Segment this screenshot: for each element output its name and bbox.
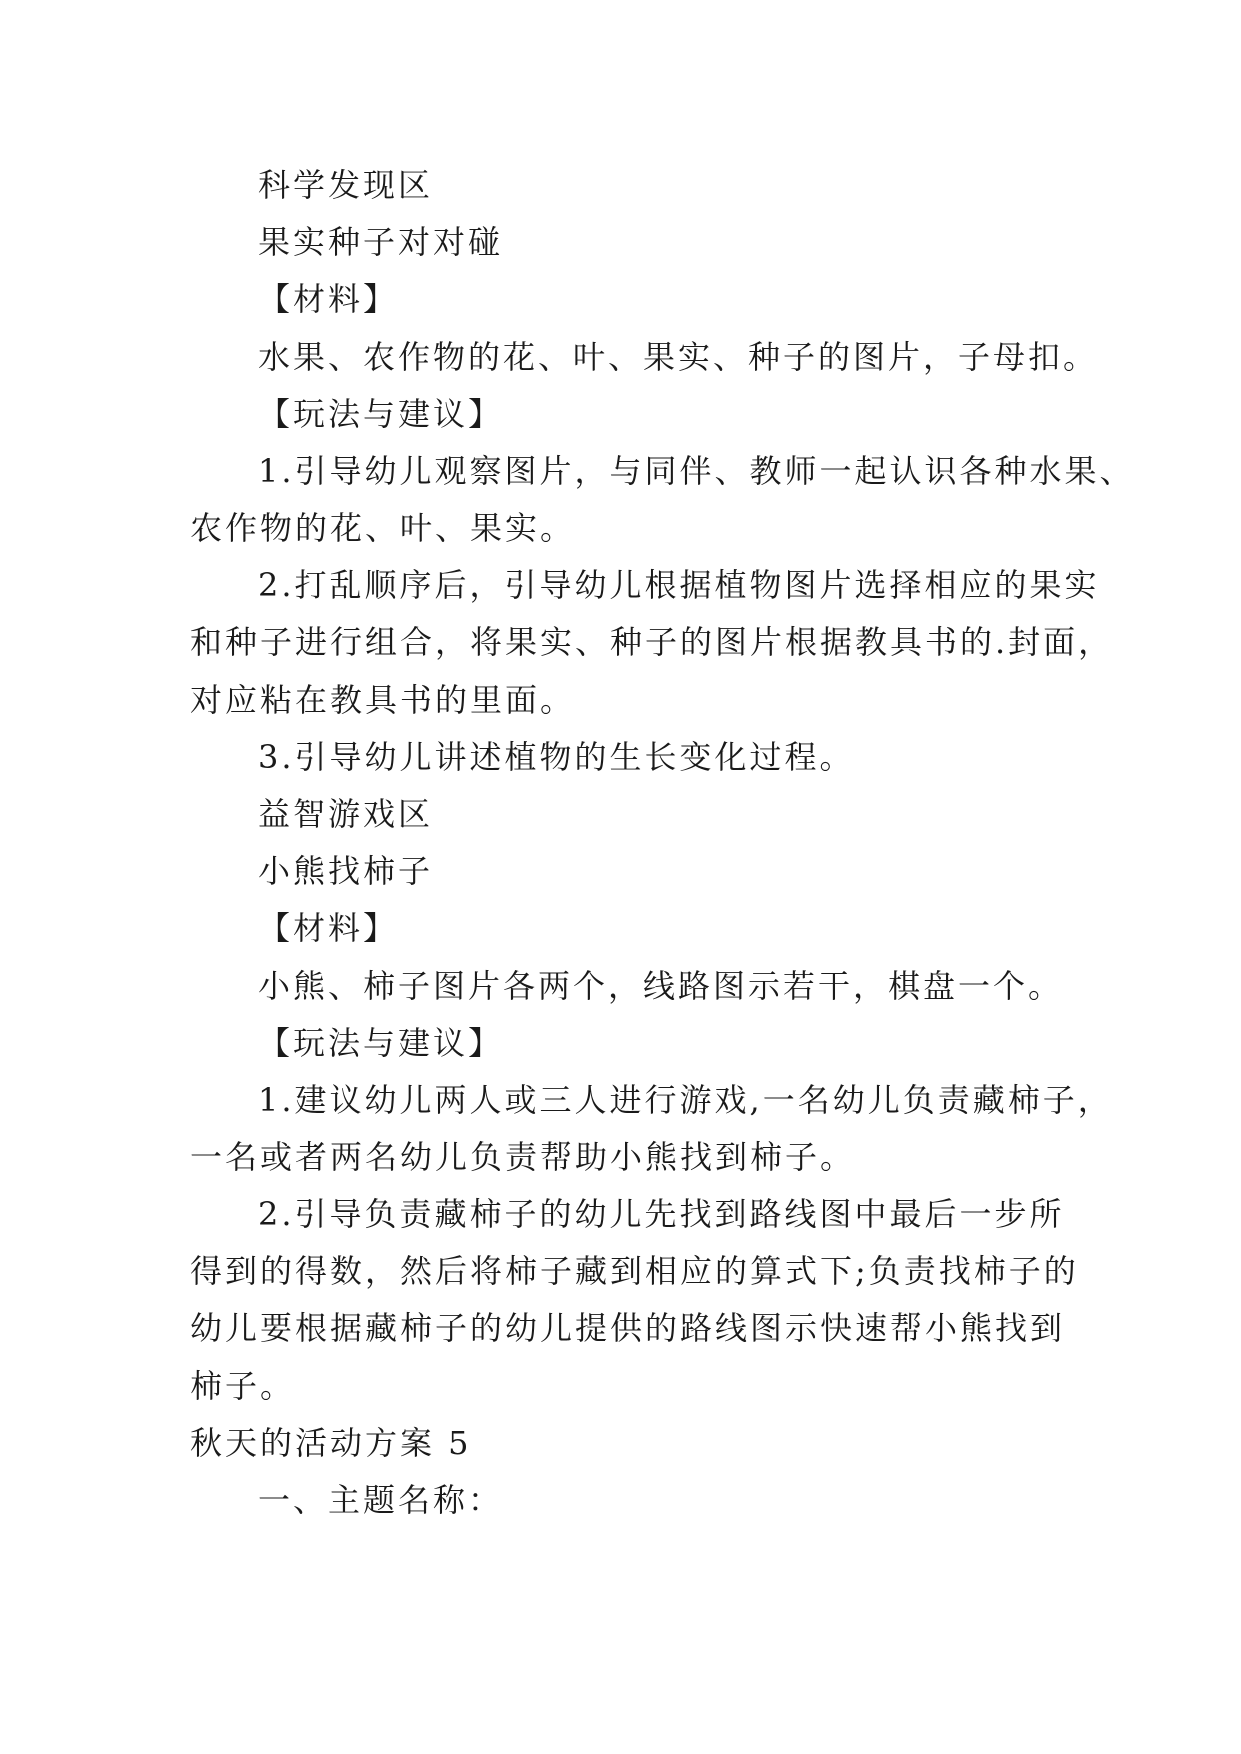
paragraph-line: 2.引导负责藏柿子的幼儿先找到路线图中最后一步所 — [258, 1195, 1065, 1233]
materials-label: 【材料】 — [258, 909, 399, 947]
play-suggestion-label: 【玩法与建议】 — [258, 395, 504, 433]
section-heading-puzzle: 益智游戏区 — [258, 795, 434, 833]
materials-text: 水果、农作物的花、叶、果实、种子的图片，子母扣。 — [258, 338, 1099, 376]
paragraph-line: 1.引导幼儿观察图片，与同伴、教师一起认识各种水果、 — [258, 452, 1135, 490]
paragraph-line: 对应粘在教具书的里面。 — [190, 681, 576, 719]
paragraph-line: 一名或者两名幼儿负责帮助小熊找到柿子。 — [190, 1138, 856, 1176]
paragraph-line: 得到的得数，然后将柿子藏到相应的算式下;负责找柿子的 — [190, 1252, 1079, 1290]
paragraph-line: 1.建议幼儿两人或三人进行游戏,一名幼儿负责藏柿子， — [258, 1081, 1113, 1119]
activity-title-bear: 小熊找柿子 — [258, 852, 434, 890]
paragraph-line: 3.引导幼儿讲述植物的生长变化过程。 — [258, 738, 855, 776]
paragraph-line: 2.打乱顺序后，引导幼儿根据植物图片选择相应的果实 — [258, 566, 1100, 604]
document-section-title: 秋天的活动方案 5 — [190, 1424, 472, 1462]
paragraph-line: 农作物的花、叶、果实。 — [190, 509, 576, 547]
paragraph-line: 和种子进行组合，将果实、种子的图片根据教具书的.封面， — [190, 623, 1114, 661]
paragraph-line: 柿子。 — [190, 1367, 296, 1405]
activity-title-fruit-seed: 果实种子对对碰 — [258, 223, 504, 261]
paragraph-line: 幼儿要根据藏柿子的幼儿提供的路线图示快速帮小熊找到 — [190, 1309, 1066, 1347]
materials-label: 【材料】 — [258, 280, 399, 318]
section-heading-science: 科学发现区 — [258, 166, 434, 204]
materials-text: 小熊、柿子图片各两个，线路图示若干，棋盘一个。 — [258, 967, 1064, 1005]
play-suggestion-label: 【玩法与建议】 — [258, 1024, 504, 1062]
subsection-heading: 一、主题名称： — [258, 1481, 504, 1519]
